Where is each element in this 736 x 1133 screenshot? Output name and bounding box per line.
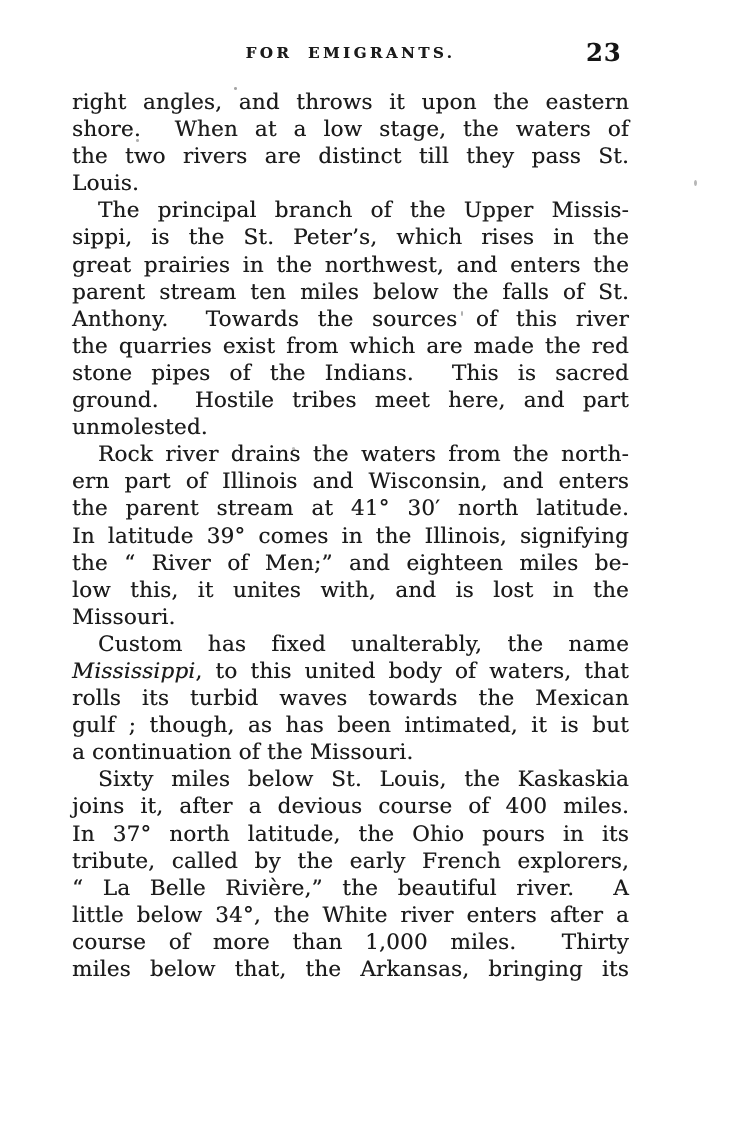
text-line: joins it, after a devious course of 400 miles. bbox=[72, 794, 629, 820]
text-line: parent stream ten miles below the falls of St. bbox=[72, 279, 629, 305]
text-line: right angles, and throws it upon the eastern bbox=[72, 90, 629, 115]
text-line: Custom has fixed unalterably, the name bbox=[98, 631, 629, 657]
text-line: Louis. bbox=[72, 171, 140, 197]
text-line: Sixty miles below St. Louis, the Kaskaskia bbox=[98, 767, 629, 793]
text-line: Missouri. bbox=[72, 604, 176, 630]
text-block bbox=[72, 89, 629, 983]
ink-speck bbox=[136, 139, 139, 142]
ink-speck bbox=[694, 180, 697, 186]
ink-speck bbox=[461, 311, 463, 316]
text-line bbox=[72, 658, 629, 685]
text-line: low this, it unites with, and is lost in the bbox=[72, 577, 629, 603]
text-line: stone pipes of the Indians. This is sacred bbox=[72, 360, 629, 386]
text-line: great prairies in the northwest, and enters the bbox=[72, 252, 629, 278]
page-number: 23 bbox=[586, 38, 622, 67]
text-line: ground. Hostile tribes meet here, and part bbox=[72, 388, 629, 414]
text-line: The principal branch of the Upper Missis- bbox=[98, 198, 629, 224]
text-line: “ La Belle Rivière,” the beautiful river. A bbox=[72, 875, 629, 901]
text-line: gulf ; though, as has been intimated, it is but bbox=[72, 713, 629, 739]
text-line: Anthony. Towards the sources of this river bbox=[72, 306, 629, 332]
text-line: sippi, is the St. Peter’s, which rises in the bbox=[72, 225, 629, 251]
text-line: the two rivers are distinct till they pass St. bbox=[72, 144, 629, 170]
text-line: shore. When at a low stage, the waters of bbox=[72, 117, 629, 143]
text-line: the quarries exist from which are made the red bbox=[72, 333, 629, 359]
text-line: In 37° north latitude, the Ohio pours in its bbox=[72, 821, 629, 847]
text-line: tribute, called by the early French explorers, bbox=[72, 848, 629, 874]
ink-speck bbox=[234, 87, 237, 90]
text-line: In latitude 39° comes in the Illinois, signifying bbox=[72, 523, 629, 549]
text-line: Rock river drains the waters from the north- bbox=[98, 442, 629, 468]
text-line: a continuation of the Missouri. bbox=[72, 740, 414, 766]
text-line: miles below that, the Arkansas, bringing its bbox=[72, 957, 629, 982]
text-segment: , to this united body of waters, that bbox=[195, 658, 629, 684]
text-line: ern part of Illinois and Wisconsin, and enters bbox=[72, 469, 629, 495]
text-line: the “ River of Men;” and eighteen miles be- bbox=[72, 550, 629, 576]
text-line: the parent stream at 41° 30′ north latitude. bbox=[72, 496, 629, 522]
ink-speck bbox=[292, 447, 295, 450]
running-title: FOR EMIGRANTS. bbox=[245, 44, 456, 62]
text-line: rolls its turbid waves towards the Mexican bbox=[72, 686, 629, 712]
text-line: little below 34°, the White river enters after a bbox=[72, 902, 629, 928]
italic-word: Mississippi bbox=[72, 658, 196, 684]
text-line: unmolested. bbox=[72, 415, 208, 441]
text-line: course of more than 1,000 miles. Thirty bbox=[72, 929, 629, 955]
